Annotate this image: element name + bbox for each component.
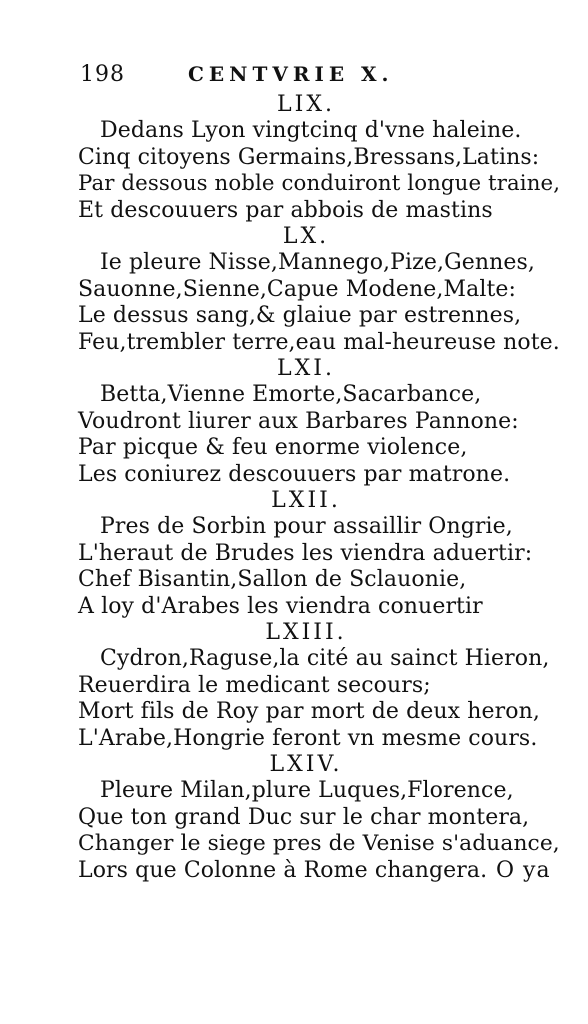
- quatrain-list: [0, 92, 588, 884]
- verse-line: A loy d'Arabes les viendra conuertir: [78, 593, 483, 619]
- verse-line: Changer le siege pres de Venise s'aduance,: [78, 831, 560, 856]
- verse-line: Dedans Lyon vingtcinq d'vne haleine.: [100, 118, 522, 143]
- verse-line: Les coniurez descouuers par matrone.: [78, 461, 511, 487]
- verse-line: Le dessus sang,& glaiue par estrennes,: [78, 303, 522, 328]
- page-number: 198: [80, 62, 125, 87]
- quatrain-number: LXIII.: [265, 620, 347, 645]
- verse-line: Betta,Vienne Emorte,Sacarbance,: [100, 382, 482, 407]
- verse-line: Feu,trembler terre,eau mal-heureuse note.: [78, 329, 560, 355]
- quatrain-number: LXI.: [277, 356, 335, 381]
- verse-line: Sauonne,Sienne,Capue Modene,Malte:: [78, 276, 517, 302]
- verse-line: Mort fils de Roy par mort de deux heron,: [78, 699, 540, 724]
- verse-line: L'heraut de Brudes les viendra aduertir:: [78, 540, 533, 566]
- quatrain-60: [0, 224, 588, 356]
- quatrain-61: [0, 356, 588, 488]
- verse-line: Par picque & feu enorme violence,: [78, 435, 468, 460]
- verse-line: Ie pleure Nisse,Mannego,Pize,Gennes,: [100, 250, 536, 275]
- verse-line: Reuerdira le medicant secours;: [78, 672, 431, 698]
- verse-line: Chef Bisantin,Sallon de Sclauonie,: [78, 567, 467, 592]
- verse-line: Par dessous noble conduiront longue traine,: [78, 171, 561, 196]
- page-header: [80, 62, 520, 92]
- verse-line: Cinq citoyens Germains,Bressans,Latins:: [78, 144, 540, 170]
- verse-line: Et descouuers par abbois de mastins: [78, 197, 493, 223]
- verse-line: L'Arabe,Hongrie feront vn mesme cours.: [78, 725, 538, 751]
- quatrain-62: [0, 488, 588, 620]
- verse-line: Cydron,Raguse,la cité au sainct Hieron,: [100, 646, 550, 671]
- verse-line: Lors que Colonne à Rome changera.: [78, 857, 488, 883]
- verse-line: Pres de Sorbin pour assaillir Ongrie,: [100, 514, 513, 539]
- verse-line: Que ton grand Duc sur le char montera,: [78, 804, 530, 830]
- verse-line: Pleure Milan,plure Luques,Florence,: [100, 778, 514, 803]
- quatrain-number: LXII.: [271, 488, 341, 513]
- verse-line: Voudront liurer aux Barbares Pannone:: [78, 408, 519, 434]
- running-head: CENTVRIE X.: [188, 62, 394, 86]
- quatrain-63: [0, 620, 588, 752]
- quatrain-number: LX.: [282, 224, 330, 249]
- quatrain-number: LXIV.: [269, 752, 343, 777]
- quatrain-59: [0, 92, 588, 224]
- catchword: O ya: [496, 858, 551, 883]
- quatrain-number: LIX.: [277, 92, 335, 117]
